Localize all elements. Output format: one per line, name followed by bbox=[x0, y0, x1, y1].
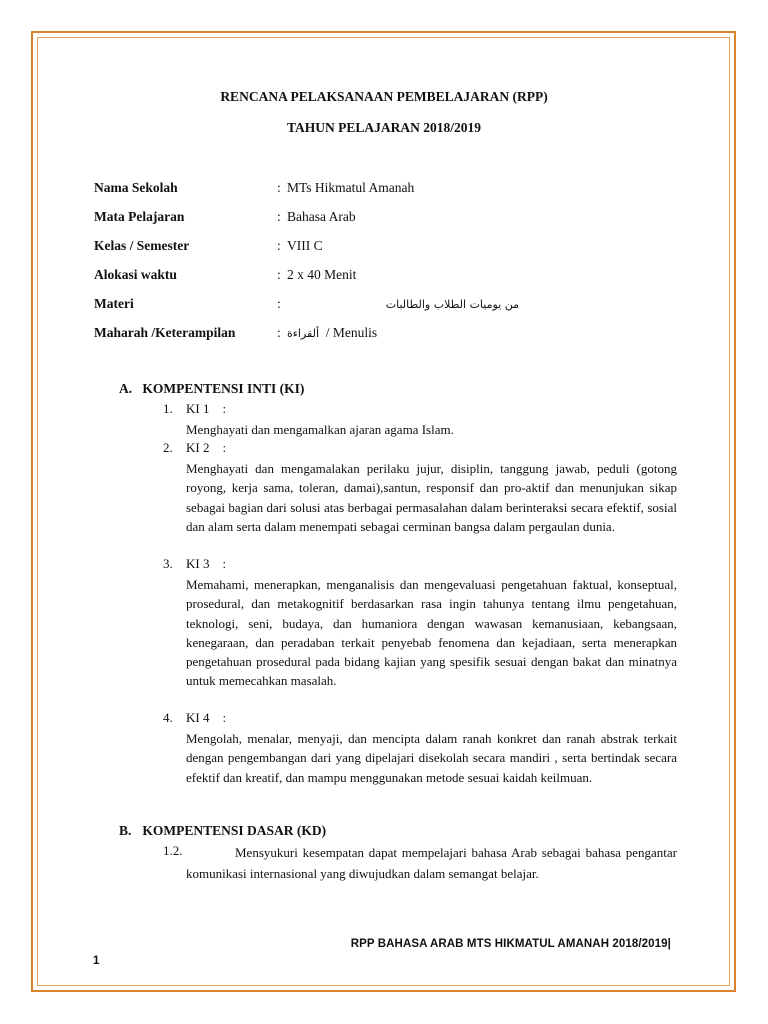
info-row-skill bbox=[94, 323, 694, 352]
ki-title-text: KI 3 bbox=[186, 556, 210, 571]
ki-title bbox=[186, 556, 226, 572]
ki-colon: : bbox=[222, 401, 227, 416]
ki-description: Menghayati dan mengamalakan perilaku jujur, disiplin, tanggung jawab, peduli (gotong royong, kerja sama, toleran, damai),santun, responsif dan pro-aktif dan menunjukan sikap sebagai bagian dari solusi atas berbagai permasalahan dalam berinteraksi secara efektif, sosial dan alam serta dalam menempati sebagai cerminan bangsa dalam pergaulan dunia. bbox=[186, 461, 677, 534]
ki-title bbox=[186, 401, 226, 417]
info-colon: : bbox=[277, 180, 281, 195]
info-colon: : bbox=[277, 296, 281, 311]
ki-number: 3. bbox=[163, 556, 173, 571]
ki-description: Menghayati dan mengamalkan ajaran agama Islam. bbox=[186, 422, 454, 437]
skill-arabic: ألقراءة bbox=[287, 327, 320, 340]
info-row-time bbox=[94, 265, 694, 294]
info-value: 2 x 40 Menit bbox=[287, 267, 357, 282]
ki-title-text: KI 1 bbox=[186, 401, 210, 416]
info-label: Mata Pelajaran bbox=[94, 209, 185, 224]
ki-colon: : bbox=[222, 556, 227, 571]
identity-table bbox=[94, 178, 694, 352]
info-value: MTs Hikmatul Amanah bbox=[287, 180, 415, 195]
info-colon: : bbox=[277, 238, 281, 253]
skill-latin: / Menulis bbox=[325, 325, 378, 340]
info-value: VIII C bbox=[287, 238, 323, 253]
info-colon: : bbox=[277, 209, 281, 224]
ki-title-text: KI 2 bbox=[186, 440, 210, 455]
section-kd-heading bbox=[119, 823, 326, 839]
info-value bbox=[287, 325, 377, 341]
info-colon: : bbox=[277, 325, 281, 340]
ki-title-text: KI 4 bbox=[186, 710, 210, 725]
ki-colon: : bbox=[222, 710, 227, 725]
info-row-material bbox=[94, 294, 694, 323]
section-title: KOMPENTENSI INTI (KI) bbox=[142, 381, 305, 396]
section-title: KOMPENTENSI DASAR (KD) bbox=[142, 823, 327, 838]
info-label: Kelas / Semester bbox=[94, 238, 190, 253]
ki-title bbox=[186, 440, 226, 456]
info-label: Nama Sekolah bbox=[94, 180, 178, 195]
academic-year: TAHUN PELAJARAN 2018/2019 bbox=[286, 120, 481, 135]
ki-title bbox=[186, 710, 226, 726]
info-colon: : bbox=[277, 267, 281, 282]
ki-number: 1. bbox=[163, 401, 173, 416]
info-row-subject bbox=[94, 207, 694, 236]
ki-number: 4. bbox=[163, 710, 173, 725]
page-number: 1 bbox=[93, 955, 100, 967]
page-footer: RPP BAHASA ARAB MTS HIKMATUL AMANAH 2018/2019| bbox=[350, 938, 671, 950]
ki-description: Memahami, menerapkan, menganalisis dan mengevaluasi pengetahuan faktual, konseptual, prosedural, dan metakognitif berdasarkan rasa ingin tahunya tentang ilmu pengetahuan, teknologi, seni, budaya, dan humaniora dengan wawasan kemanusiaan, kebangsaan, kenegaraan, dan peradaban terkait penyebab fenomena dan kejadiaan, serta menerapkan pengetahuan prosedural pada bidang kajian yang spesifik sesuai dengan bakat dan minatnya untuk memecahkan masalah. bbox=[186, 577, 677, 689]
section-letter: A. bbox=[119, 381, 133, 396]
info-label: Maharah /Keterampilan bbox=[94, 325, 236, 340]
ki-description: Mengolah, menalar, menyaji, dan mencipta dalam ranah konkret dan ranah abstrak terkait dengan pengembangan dari yang dipelajari disekolah secara mandiri , serta bertindak secara efektif dan kreatif, dan mampu menggunakan metode sesuai kaidah keilmuan. bbox=[186, 731, 677, 785]
info-value-arabic: من يوميات الطلاب والطالبات bbox=[385, 298, 519, 311]
info-label: Materi bbox=[94, 296, 134, 311]
info-row-class bbox=[94, 236, 694, 265]
section-ki-heading bbox=[119, 381, 304, 397]
info-row-school bbox=[94, 178, 694, 207]
info-label: Alokasi waktu bbox=[94, 267, 177, 282]
ki-number: 2. bbox=[163, 440, 173, 455]
section-letter: B. bbox=[119, 823, 132, 838]
kd-number: 1.2. bbox=[163, 843, 183, 858]
ki-colon: : bbox=[222, 440, 227, 455]
kd-description: Mensyukuri kesempatan dapat mempelajari bahasa Arab sebagai bahasa pengantar komunikasi internasional yang diwujudkan dalam semangat belajar. bbox=[186, 845, 677, 881]
info-value: Bahasa Arab bbox=[287, 209, 356, 224]
document-title: RENCANA PELAKSANAAN PEMBELAJARAN (RPP) bbox=[220, 89, 548, 104]
